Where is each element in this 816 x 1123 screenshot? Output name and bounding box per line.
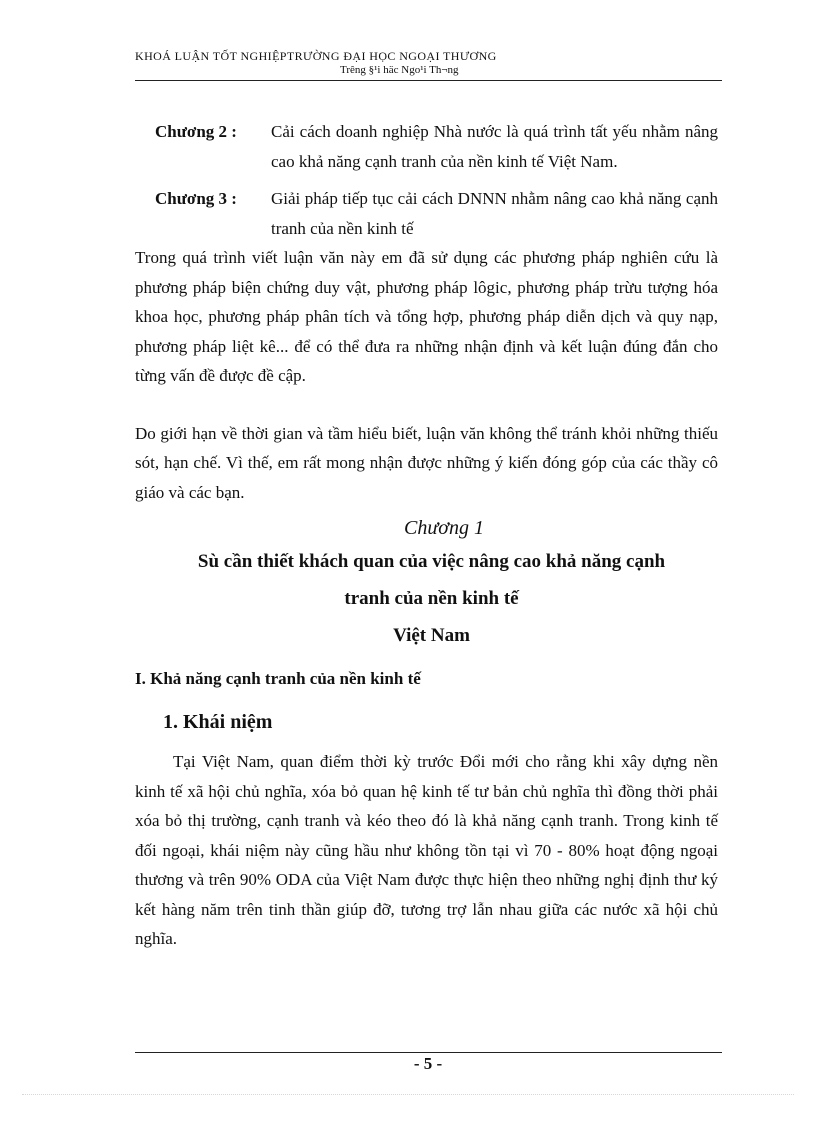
running-header-title: KHOÁ LUẬN TỐT NGHIỆPTRƯỜNG ĐẠI HỌC NGOẠI THƯƠNG [135,49,497,63]
footer-divider [135,1052,722,1053]
chapter-title-line: tranh của nền kinh tế [344,588,519,609]
page-number: - 5 - [413,1054,443,1073]
section-heading: I. Khả năng cạnh tranh của nền kinh tế [135,669,421,688]
page-bottom-dotted-line [22,1094,794,1095]
chapter-outline-item [135,117,718,176]
concept-paragraph: Tại Việt Nam, quan điểm thời kỳ trước Đổi mới cho rằng khi xây dựng nền kinh tế xã hội chủ nghĩa, xóa bỏ quan hệ kinh tế tư bản chủ nghĩa thì đồng thời phải xóa bỏ thị trường, cạnh tranh và kéo theo đó là khả năng cạnh tranh. Trong kinh tế đối ngoại, khái niệm này cũng hầu như không tồn tại vì 70 - 80% hoạt động ngoại thương và trên 90% ODA của Việt Nam được thực hiện theo những nghị định thư ký kết hàng năm trên tinh thần giúp đỡ, tương trợ lẫn nhau giữa các nước xã hội chủ nghĩa. [135,752,718,948]
chapter-outline-label: Chương 2 : [155,122,237,141]
chapter-title-line: Sù cần thiết khách quan của việc nâng cao khả năng cạnh [197,551,666,572]
subsection-heading: 1. Khái niệm [163,711,273,733]
chapter-kicker: Chương 1 [404,517,484,539]
chapter-title-line: Việt Nam [393,625,470,646]
chapter-outline-item [135,184,718,243]
limitations-paragraph: Do giới hạn về thời gian và tầm hiểu biết, luận văn không thể tránh khỏi những thiếu sót, hạn chế. Vì thế, em rất mong nhận được những ý kiến đóng góp của các thầy cô giáo và các bạn. [135,423,718,502]
chapter-outline-text: Giải pháp tiếp tục cải cách DNNN nhằm nâng cao khả năng cạnh tranh của nền kinh tế [271,189,718,238]
header-divider [135,80,722,81]
methodology-paragraph: Trong quá trình viết luận văn này em đã sử dụng các phương pháp nghiên cứu là phương pháp biện chứng duy vật, phương pháp lôgic, phương pháp trừu tượng hóa khoa học, phương pháp phân tích và tổng hợp, phương pháp diễn dịch và quy nạp, phương pháp liệt kê... để có thể đưa ra những nhận định và kết luận đúng đắn cho từng vấn đề được đề cập. [135,248,718,385]
chapter-outline-label: Chương 3 : [155,189,237,208]
page-body [135,117,718,954]
running-header-subtitle: Trêng §¹i häc Ngo¹i Th¬ng [340,64,459,76]
chapter-outline-text: Cải cách doanh nghiệp Nhà nước là quá trình tất yếu nhằm nâng cao khả năng cạnh tranh của nền kinh tế Việt Nam. [271,122,718,171]
